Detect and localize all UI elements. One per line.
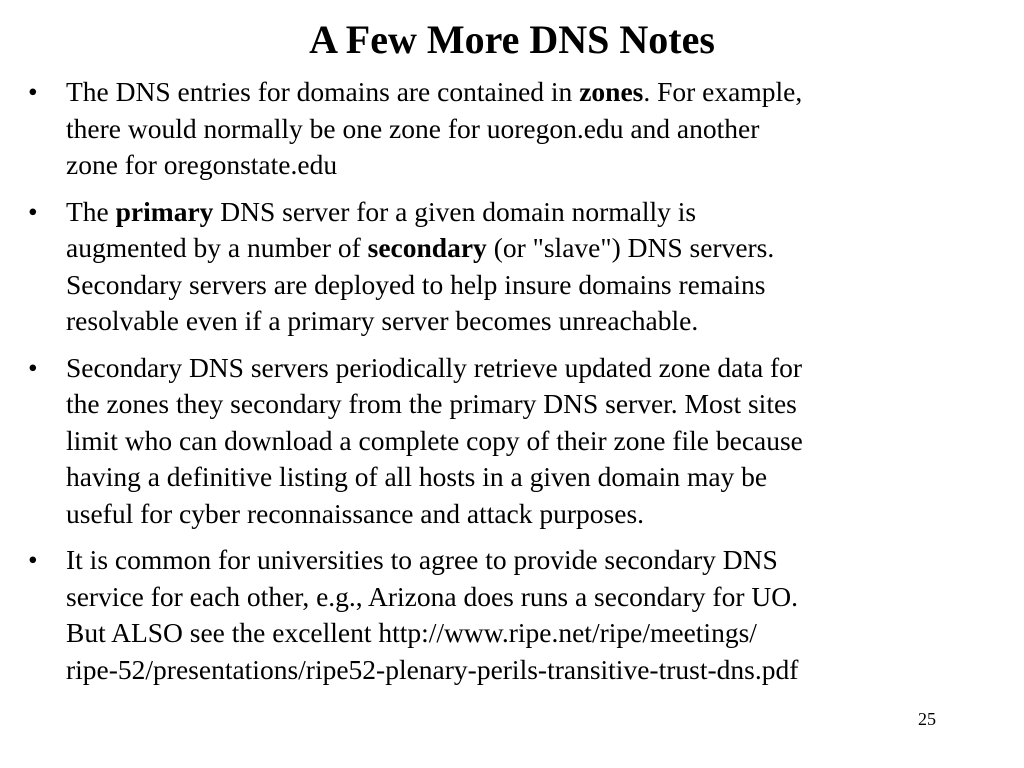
bullet-line bbox=[66, 194, 988, 231]
bullet-line bbox=[66, 147, 988, 184]
text-run: having a definitive listing of all hosts in a given domain may be bbox=[66, 461, 768, 492]
text-run: ripe-52/presentations/ripe52-plenary-perils-transitive-trust-dns.pdf bbox=[66, 653, 799, 685]
bullet-text bbox=[66, 74, 988, 184]
bold-term: zones bbox=[579, 76, 644, 107]
text-run: resolvable even if a primary server becomes unreachable. bbox=[66, 305, 699, 336]
bullet-line bbox=[66, 111, 988, 148]
text-run: Secondary DNS servers periodically retrieve updated zone data for bbox=[66, 351, 803, 383]
bullet-line bbox=[66, 542, 988, 579]
text-run: It is common for universities to agree to provide secondary DNS bbox=[66, 544, 778, 575]
text-run: Secondary servers are deployed to help insure domains remains bbox=[66, 268, 766, 300]
bullet-list bbox=[28, 74, 988, 698]
bullet-line bbox=[66, 350, 988, 387]
bullet-line bbox=[66, 496, 988, 533]
bullet-line bbox=[66, 579, 988, 616]
text-run: . For example, bbox=[643, 76, 803, 107]
text-run: The bbox=[66, 195, 116, 227]
text-run: zone for oregonstate.edu bbox=[66, 149, 338, 180]
slide-title: A Few More DNS Notes bbox=[309, 17, 715, 62]
bullet-text bbox=[66, 542, 988, 688]
bold-term: secondary bbox=[367, 232, 487, 263]
bullet-line bbox=[66, 230, 988, 267]
bullet-marker: • bbox=[28, 76, 38, 107]
bullet-marker: • bbox=[28, 544, 38, 575]
bullet-item bbox=[28, 350, 988, 533]
text-run: limit who can download a complete copy of their zone file because bbox=[66, 424, 803, 456]
bullet-line bbox=[66, 267, 988, 304]
bullet-line bbox=[66, 386, 988, 423]
bullet-line bbox=[66, 303, 988, 340]
text-run: the zones they secondary from the primary DNS server. Most sites bbox=[66, 388, 797, 419]
bullet-item bbox=[28, 74, 988, 184]
text-run: service for each other, e.g., Arizona does runs a secondary for UO. bbox=[66, 580, 798, 612]
bullet-line bbox=[66, 459, 988, 496]
bullet-marker: • bbox=[28, 351, 38, 383]
text-run: But ALSO see the excellent http://www.ripe.net/ripe/meetings/ bbox=[66, 617, 757, 648]
bullet-item bbox=[28, 542, 988, 688]
slide-number: 25 bbox=[918, 709, 936, 729]
bullet-item bbox=[28, 194, 988, 340]
text-run: DNS server for a given domain normally is bbox=[213, 195, 697, 227]
bold-term: primary bbox=[115, 195, 214, 227]
text-run: useful for cyber reconnaissance and attack purposes. bbox=[66, 497, 645, 529]
bullet-line bbox=[66, 652, 988, 689]
text-run: augmented by a number of bbox=[66, 232, 368, 263]
bullet-line bbox=[66, 615, 988, 652]
text-run: there would normally be one zone for uoregon.edu and another bbox=[66, 112, 760, 144]
bullet-text bbox=[66, 194, 988, 340]
text-run: (or "slave") DNS servers. bbox=[486, 232, 775, 263]
bullet-line bbox=[66, 74, 988, 111]
bullet-text bbox=[66, 350, 988, 533]
bullet-marker: • bbox=[28, 195, 38, 227]
bullet-line bbox=[66, 423, 988, 460]
text-run: The DNS entries for domains are contained in bbox=[66, 76, 580, 107]
